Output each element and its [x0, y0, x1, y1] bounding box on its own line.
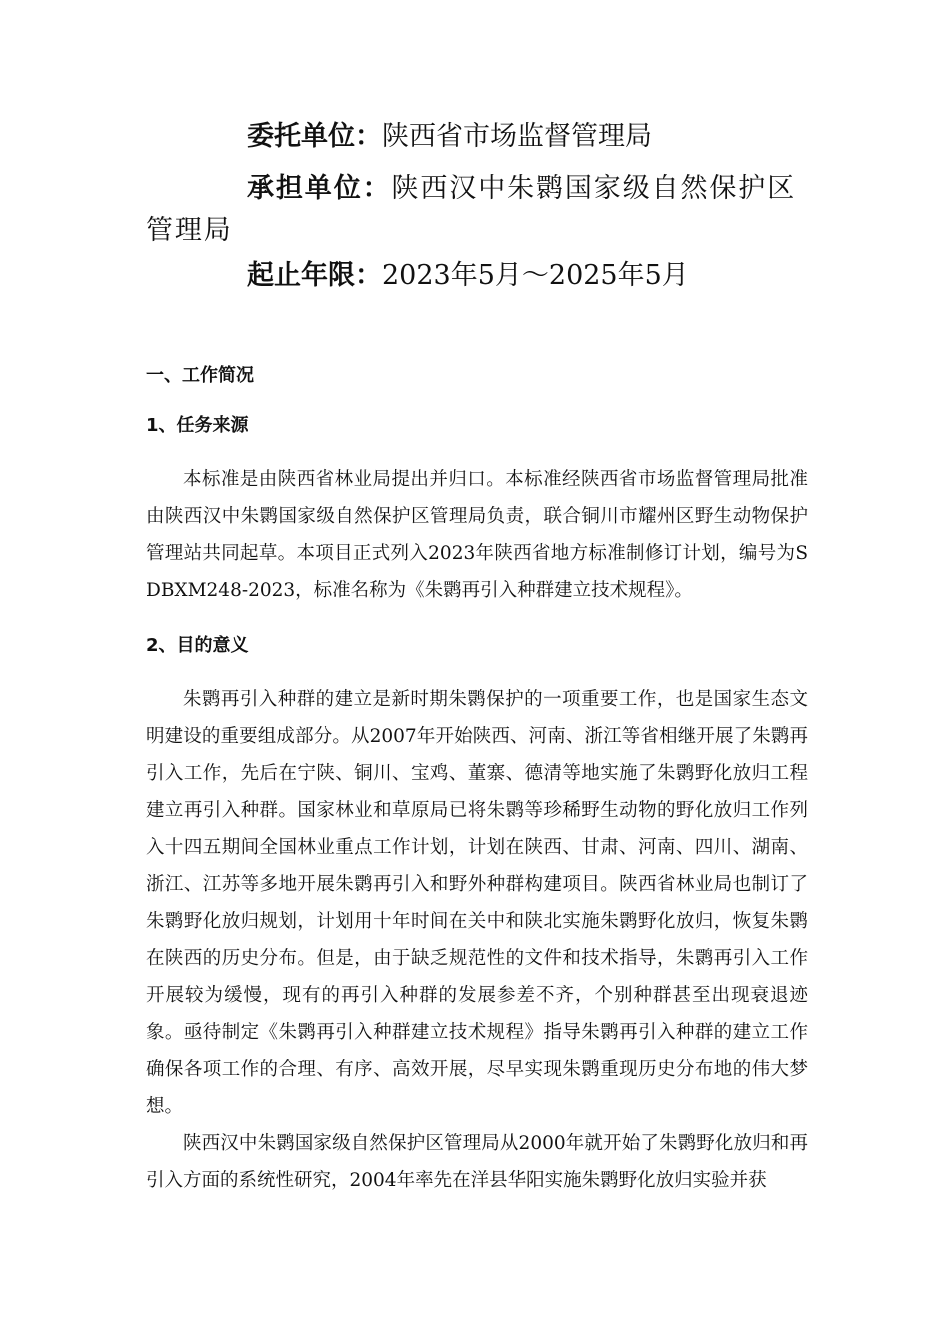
- purpose-heading: 2、目的意义: [146, 635, 249, 656]
- commissioner-value: 陕西省市场监督管理局: [382, 121, 652, 152]
- undertaker-value: 陕西汉中朱鹮国家级自然保护区管理局: [146, 173, 797, 246]
- period-line: [146, 255, 808, 297]
- commissioner-label: 委托单位：: [247, 121, 382, 152]
- purpose-paragraph-1: 朱鹮再引入种群的建立是新时期朱鹮保护的一项重要工作，也是国家生态文明建设的重要组成部分。从2007年开始陕西、河南、浙江等省相继开展了朱鹮再引入工作，先后在宁陕、铜川、宝鸡、董寨、德清等地实施了朱鹮野化放归工程建立再引入种群。国家林业和草原局已将朱鹮等珍稀野生动物的野化放归工作列入十四五期间全国林业重点工作计划，计划在陕西、甘肃、河南、四川、湖南、浙江、江苏等多地开展朱鹮再引入和野外种群构建项目。陕西省林业局也制订了朱鹮野化放归规划，计划用十年时间在关中和陕北实施朱鹮野化放归，恢复朱鹮在陕西的历史分布。但是，由于缺乏规范性的文件和技术指导，朱鹮再引入工作开展较为缓慢，现有的再引入种群的发展参差不齐，个别种群甚至出现衰退迹象。亟待制定《朱鹮再引入种群建立技术规程》指导朱鹮再引入种群的建立工作确保各项工作的合理、有序、高效开展，尽早实现朱鹮重现历史分布地的伟大梦想。: [146, 689, 808, 1117]
- commissioner-line: [146, 116, 808, 158]
- overview-heading: 一、工作简况: [146, 365, 254, 386]
- period-value: 2023年5月～2025年5月: [382, 260, 689, 291]
- period-label: 起止年限：: [247, 260, 382, 291]
- undertaker-line: [146, 168, 808, 252]
- task-source-paragraph: 本标准是由陕西省林业局提出并归口。本标准经陕西省市场监督管理局批准由陕西汉中朱鹮国家级自然保护区管理局负责，联合铜川市耀州区野生动物保护管理站共同起草。本项目正式列入2023年陕西省地方标准制修订计划，编号为SDBXM248-2023，标准名称为《朱鹮再引入种群建立技术规程》。: [146, 469, 808, 601]
- purpose-paragraph-2: 陕西汉中朱鹮国家级自然保护区管理局从2000年就开始了朱鹮野化放归和再引入方面的系统性研究，2004年率先在洋县华阳实施朱鹮野化放归实验并获: [146, 1133, 808, 1191]
- undertaker-label: 承担单位：: [247, 173, 392, 204]
- task-source-heading: 1、任务来源: [146, 415, 249, 436]
